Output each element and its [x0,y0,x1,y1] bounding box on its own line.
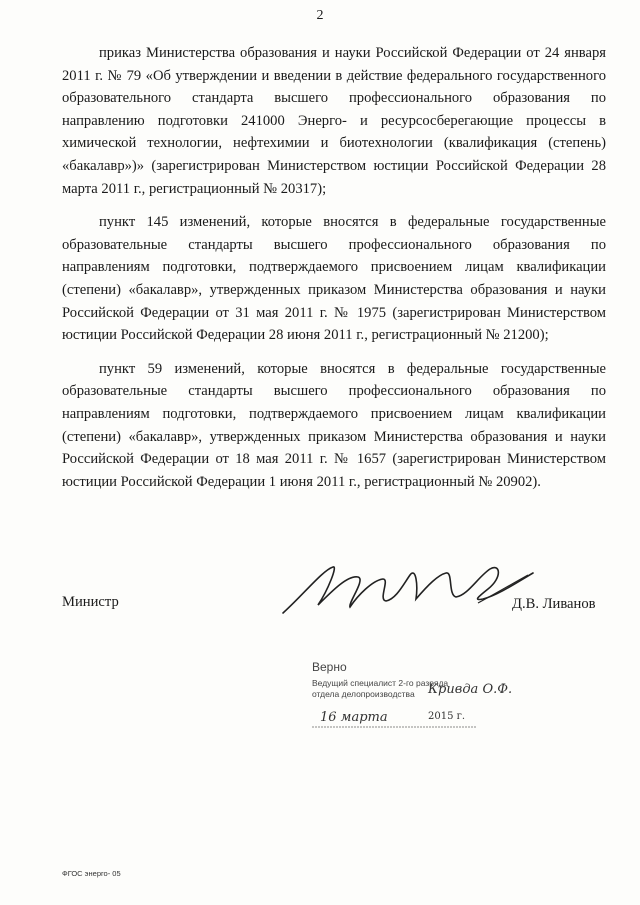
page-number: 2 [316,8,324,23]
signatory-title: Министр [62,594,119,610]
paragraph-item-145: пункт 145 изменений, которые вносятся в федеральные государственные образовательные стандарты высшего профессионального образования по направлениям подготовки, подтверждаемого присвоением лицам квалификации (степени) «бакалавр», утвержденных приказом Министерства образования и науки Российской Федерации от 31 мая 2011 г. № 1975 (зарегистрирован Министерством юстиции Российской Федерации 28 июня 2011 г., регистрационный № 21200); [62,214,606,344]
stamp-handwritten-date: 16 марта [320,710,388,725]
paragraph-item-59: пункт 59 изменений, которые вносятся в федеральные государственные образовательные стандарты высшего профессионального образования по направлениям подготовки, подтверждаемого присвоением лицам квалификации (степени) «бакалавр», утвержденных приказом Министерства образования и науки Российской Федерации от 18 мая 2011 г. № 1657 (зарегистрирован Министерством юстиции Российской Федерации 1 июня 2011 г., регистрационный № 20902). [62,360,606,490]
stamp-handwritten-name: Кривда О.Ф. [428,682,513,697]
stamp-department-line: отдела делопроизводства [312,689,415,699]
signatory-name: Д.В. Ливанов [512,596,596,612]
handwritten-signature [278,555,548,625]
stamp-year: 2015 г. [428,711,466,722]
document-body [62,42,606,504]
stamp-verno-label: Верно [312,660,347,674]
stamp-underline [312,726,482,730]
paragraph-order-79: приказ Министерства образования и науки Российской Федерации от 24 января 2011 г. № 79 «Об утверждении и введении в действие федерального государственного образовательного стандарта высшего профессионального образования по направлению подготовки 241000 Энерго- и ресурсосберегающие процессы в химической технологии, нефтехимии и биотехнологии (квалификация (степень) «бакалавр»)» (зарегистрирован Министерством юстиции Российской Федерации 28 марта 2011 г., регистрационный № 20317); [62,45,606,197]
footer-document-code: ФГОС энерго- 05 [62,869,121,878]
certification-stamp [312,660,542,725]
stamp-position-line: Ведущий специалист 2-го разряда [312,678,449,688]
